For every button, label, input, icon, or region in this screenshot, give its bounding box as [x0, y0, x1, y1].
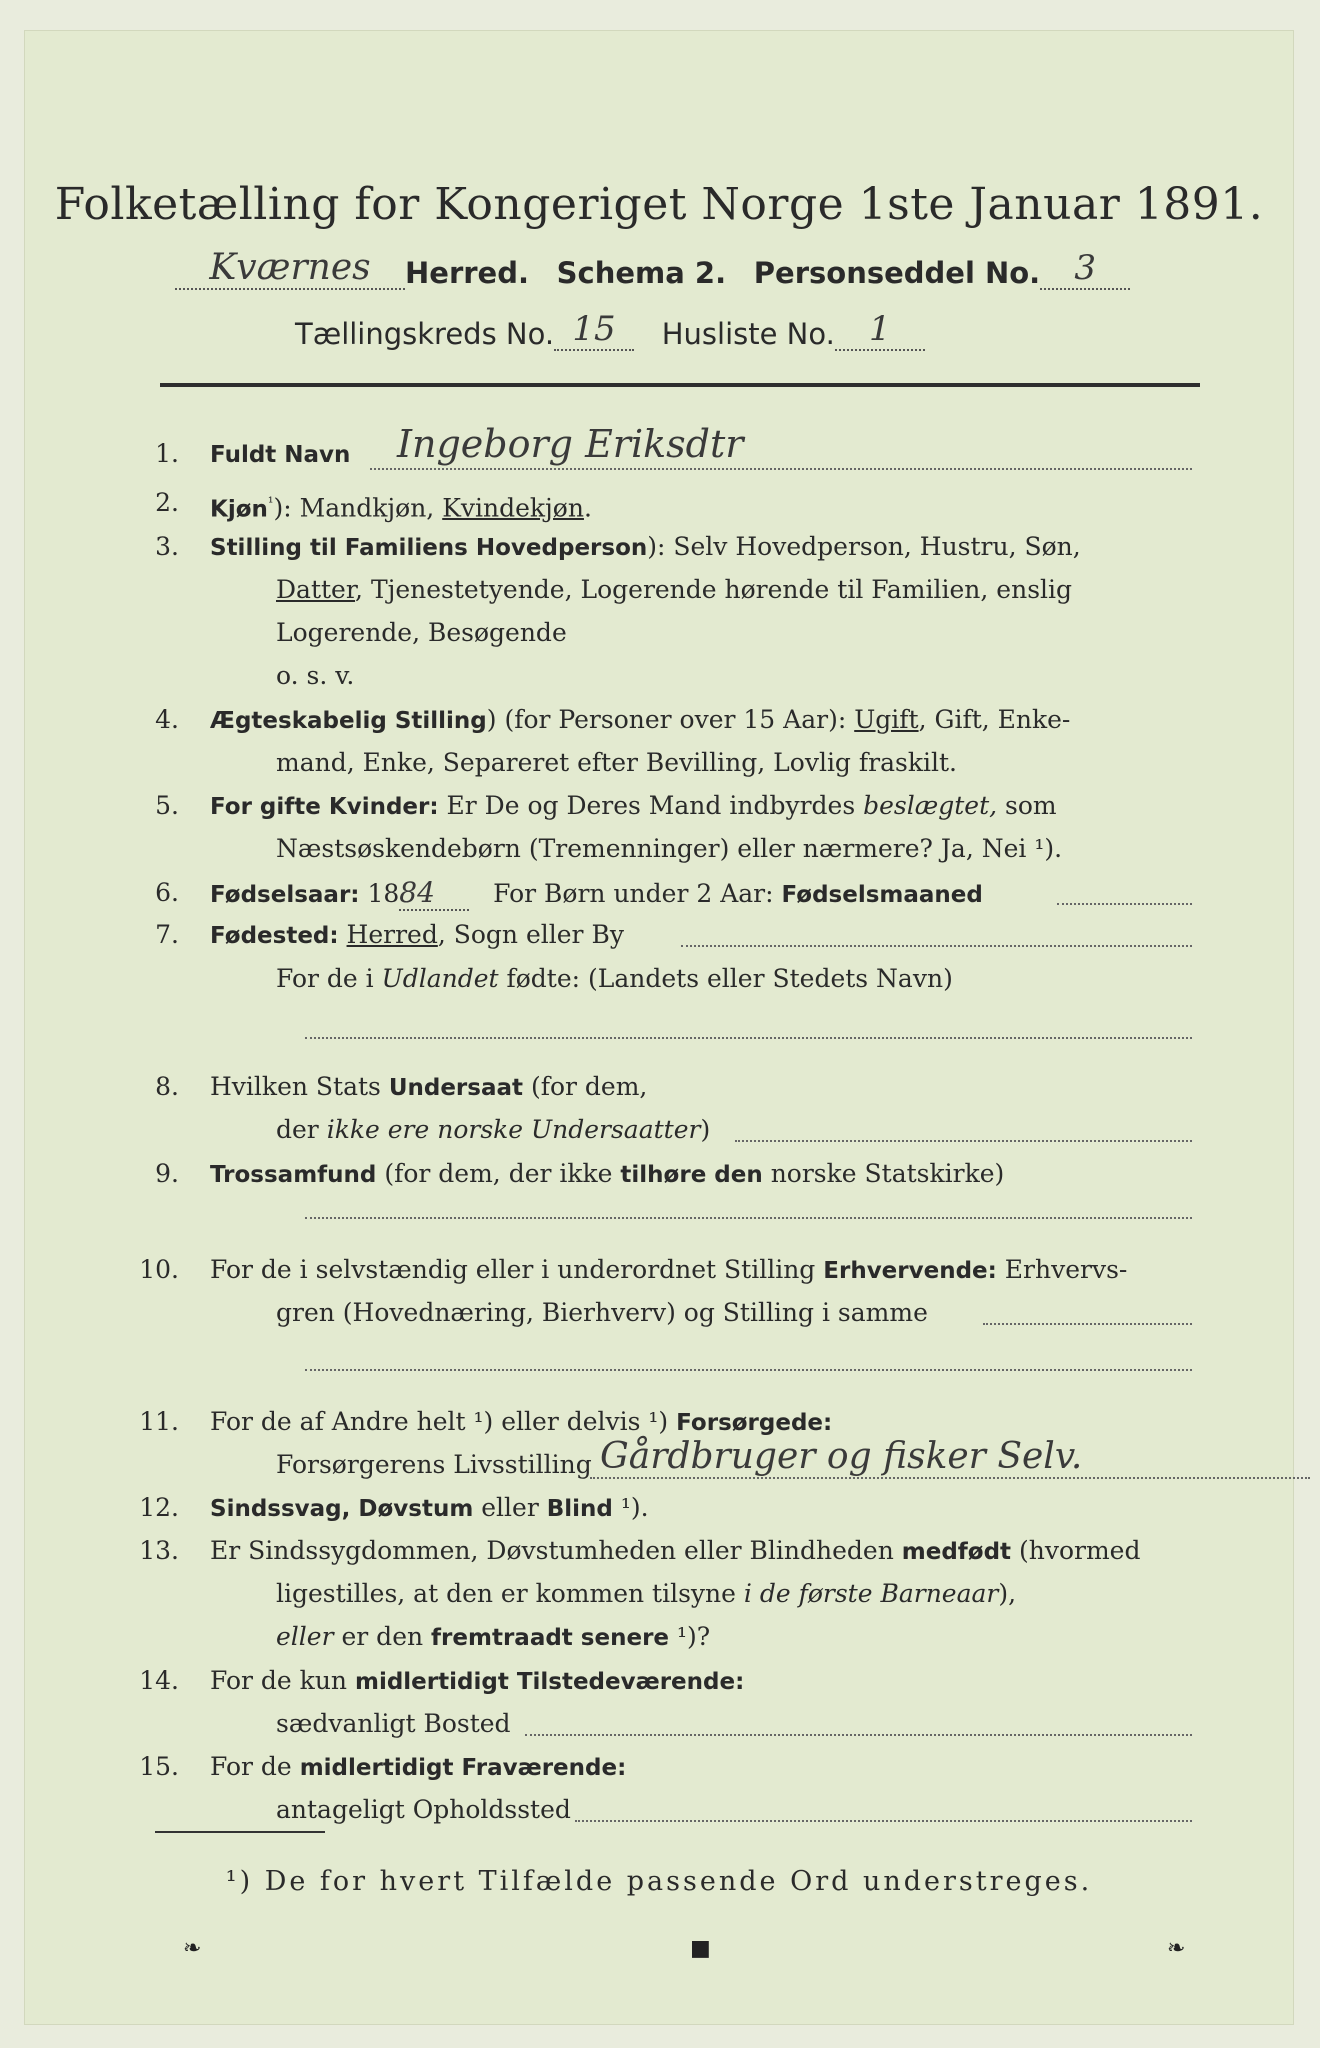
sex-label: Kjøn [210, 496, 268, 523]
sex-options-b: . [583, 493, 592, 523]
birth-year-prefix: 18 [359, 879, 400, 908]
marital-line1b: , Gift, Enke- [918, 705, 1071, 734]
occupation-line [983, 1323, 1192, 1325]
married-women-line1a: Er De og Deres Mand indbyrdes [438, 791, 864, 820]
later-italic: eller [276, 1622, 334, 1651]
birthplace-options: , Sogn eller By [437, 920, 624, 949]
disability-label: Sindssvag, Døvstum [210, 1496, 474, 1522]
abroad-italic: Udlandet [381, 964, 499, 993]
birth-month-label: Fødselsmaaned [781, 882, 983, 908]
provider-occupation-value: Gårdbruger og fisker Selv. [600, 1436, 1083, 1477]
item-8-line2 [276, 1114, 710, 1146]
footnote-rule [155, 1831, 325, 1833]
provider-occupation-line [590, 1477, 1310, 1479]
supported-a: For de af Andre helt ¹) eller delvis ¹) [210, 1407, 677, 1436]
occupation-label: Erhvervende: [823, 1258, 997, 1284]
item-8-line1 [210, 1071, 647, 1104]
abroad-a: For de i [276, 964, 382, 993]
religion-line [305, 1217, 1192, 1219]
herred-label: Herred. [405, 256, 529, 290]
nationality-label: Undersaat [388, 1075, 523, 1101]
abroad-line [305, 1037, 1192, 1039]
item-7-number: 7. [155, 920, 179, 949]
nationality-a: Hvilken Stats [210, 1072, 389, 1101]
occupation-a: For de i selvstændig eller i underordnet Stilling [210, 1255, 824, 1284]
sex-selected: Kvindekjøn [442, 493, 584, 523]
item-1-number: 1. [155, 439, 179, 468]
congenital-b: (hvormed [1011, 1536, 1141, 1565]
occupation-b: Erhvervs- [996, 1255, 1128, 1284]
probable-residence-line [575, 1820, 1192, 1822]
footnote-ref: ¹ [267, 495, 274, 511]
item-15-line1 [210, 1751, 626, 1784]
husliste-label: Husliste No. [661, 317, 835, 351]
later-label: fremtraadt senere [431, 1625, 670, 1651]
nationality-d: ) [700, 1115, 711, 1144]
item-5-number: 5. [155, 791, 179, 820]
later-a: er den [333, 1622, 432, 1651]
family-position-selected: Datter [276, 575, 356, 604]
item-13-line3 [276, 1621, 710, 1654]
absent-label: midlertidigt Fraværende: [299, 1755, 627, 1781]
congenital-c: ligestilles, at den er kommen tilsyne [276, 1579, 744, 1608]
item-4-line1 [210, 704, 1070, 737]
marital-label: Ægteskabelig Stilling [210, 708, 487, 734]
usual-residence-line [525, 1734, 1192, 1736]
kreds-label: Tællingskreds No. [295, 317, 555, 351]
item-3-number: 3. [155, 532, 179, 561]
item-13-line2 [276, 1578, 1016, 1610]
family-position-line1: ): Selv Hovedperson, Hustru, Søn, [647, 532, 1081, 561]
item-6-text [210, 877, 983, 911]
schema-label: Schema 2. [556, 256, 727, 290]
form-title: Folketælling for Kongeriget Norge 1ste Januar 1891. [54, 179, 1264, 230]
item-9-text [210, 1158, 1004, 1191]
item-14-line1 [210, 1665, 744, 1698]
birthplace-line [681, 945, 1192, 947]
item-5-line2: Næstsøskendebørn (Tremenninger) eller nærmere? Ja, Nei ¹). [276, 834, 1063, 863]
kreds-value: 15 [554, 309, 634, 351]
corner-mark-right: ❧ [1167, 1936, 1186, 1961]
occupation-line-2 [305, 1369, 1192, 1371]
item-14-number: 14. [139, 1666, 179, 1695]
religion-bold: tilhøre den [620, 1162, 763, 1188]
full-name-value: Ingeborg Eriksdtr [397, 422, 744, 466]
header-rule [160, 383, 1200, 387]
birthplace-selected: Herred [346, 920, 438, 949]
item-10-number: 10. [139, 1255, 179, 1284]
item-9-number: 9. [155, 1159, 179, 1188]
birth-month-line [1057, 903, 1192, 905]
item-4-number: 4. [155, 705, 179, 734]
married-women-line1b: som [997, 791, 1057, 820]
absent-a: For de [210, 1752, 300, 1781]
nationality-line [735, 1140, 1192, 1142]
birth-year-label: Fødselsaar: [210, 882, 360, 908]
religion-a: (for dem, der ikke [376, 1159, 621, 1188]
later-b: ¹)? [669, 1622, 711, 1651]
personseddel-value: 3 [1040, 248, 1130, 290]
personseddel-label: Personseddel No. [753, 256, 1041, 290]
congenital-label: medfødt [901, 1539, 1012, 1565]
item-4-line2: mand, Enke, Separeret efter Bevilling, Lovlig fraskilt. [276, 748, 957, 777]
item-10-line1 [210, 1254, 1127, 1287]
abroad-b: fødte: (Landets eller Stedets Navn) [498, 964, 953, 993]
item-2-text [210, 487, 592, 525]
item-11-line1 [210, 1406, 832, 1439]
blind-label: Blind [546, 1496, 613, 1522]
header-line-herred [175, 247, 1130, 290]
item-1-text [210, 438, 350, 471]
corner-mark-center: ■ [690, 1936, 711, 1961]
full-name-line [370, 468, 1192, 470]
birth-month-note: For Børn under 2 Aar: [493, 879, 782, 908]
item-7-line1 [210, 919, 624, 952]
item-13-line1 [210, 1535, 1140, 1568]
item-5-line1 [210, 790, 1057, 823]
disability-ref: ¹). [612, 1493, 649, 1522]
item-2-number: 2. [155, 488, 179, 517]
married-women-italic: beslægtet, [863, 791, 998, 820]
nationality-c: der [276, 1115, 327, 1144]
item-12-text [210, 1492, 649, 1525]
religion-c: norske Statskirke) [762, 1159, 1005, 1188]
marital-selected: Ugift [854, 705, 919, 734]
marital-line1a: ) (for Personer over 15 Aar): [486, 705, 855, 734]
birthplace-label: Fødested: [210, 923, 339, 949]
item-15-number: 15. [139, 1752, 179, 1781]
usual-residence-label: sædvanligt Bosted [276, 1709, 511, 1738]
item-3-line1 [210, 531, 1081, 564]
disability-or: eller [473, 1493, 547, 1522]
item-8-number: 8. [155, 1072, 179, 1101]
item-12-number: 12. [139, 1493, 179, 1522]
congenital-italic: i de første Barneaar [743, 1579, 999, 1608]
item-3-line4: o. s. v. [276, 661, 355, 690]
provider-occupation-label: Forsørgerens Livsstilling [276, 1450, 592, 1479]
present-label: midlertidigt Tilstedeværende: [354, 1669, 745, 1695]
congenital-a: Er Sindssygdommen, Døvstumheden eller Blindheden [210, 1536, 902, 1565]
supported-label: Forsørgede: [676, 1410, 833, 1436]
item-6-number: 6. [155, 878, 179, 907]
item-3-line3: Logerende, Besøgende [276, 618, 567, 647]
corner-mark-left: ❧ [183, 1936, 202, 1961]
herred-value: Kværnes [175, 247, 405, 290]
probable-residence-label: antageligt Opholdssted [276, 1795, 571, 1824]
nationality-b: (for dem, [523, 1072, 648, 1101]
birth-year-value: 84 [399, 877, 469, 911]
item-3-line2 [276, 574, 1072, 606]
census-form-page [24, 30, 1294, 2025]
religion-label: Trossamfund [210, 1162, 377, 1188]
present-a: For de kun [210, 1666, 355, 1695]
item-11-number: 11. [139, 1407, 179, 1436]
family-position-line2: , Tjenestetyende, Logerende hørende til Familien, enslig [355, 575, 1073, 604]
husliste-value: 1 [835, 309, 925, 351]
sex-options-a: ): Mandkjøn, [273, 493, 443, 523]
item-13-number: 13. [139, 1536, 179, 1565]
married-women-label: For gifte Kvinder: [210, 794, 439, 820]
footnote: ¹) De for hvert Tilfælde passende Ord understreges. [225, 1866, 1093, 1897]
header-line-kreds [295, 309, 925, 351]
nationality-italic: ikke ere norske Undersaatter [326, 1115, 701, 1144]
congenital-d: ), [998, 1579, 1017, 1608]
full-name-label: Fuldt Navn [210, 442, 351, 468]
item-7-line2 [276, 963, 953, 995]
item-10-line2: gren (Hovednæring, Bierhverv) og Stilling i samme [276, 1298, 928, 1327]
family-position-label: Stilling til Familiens Hovedperson [210, 535, 648, 561]
